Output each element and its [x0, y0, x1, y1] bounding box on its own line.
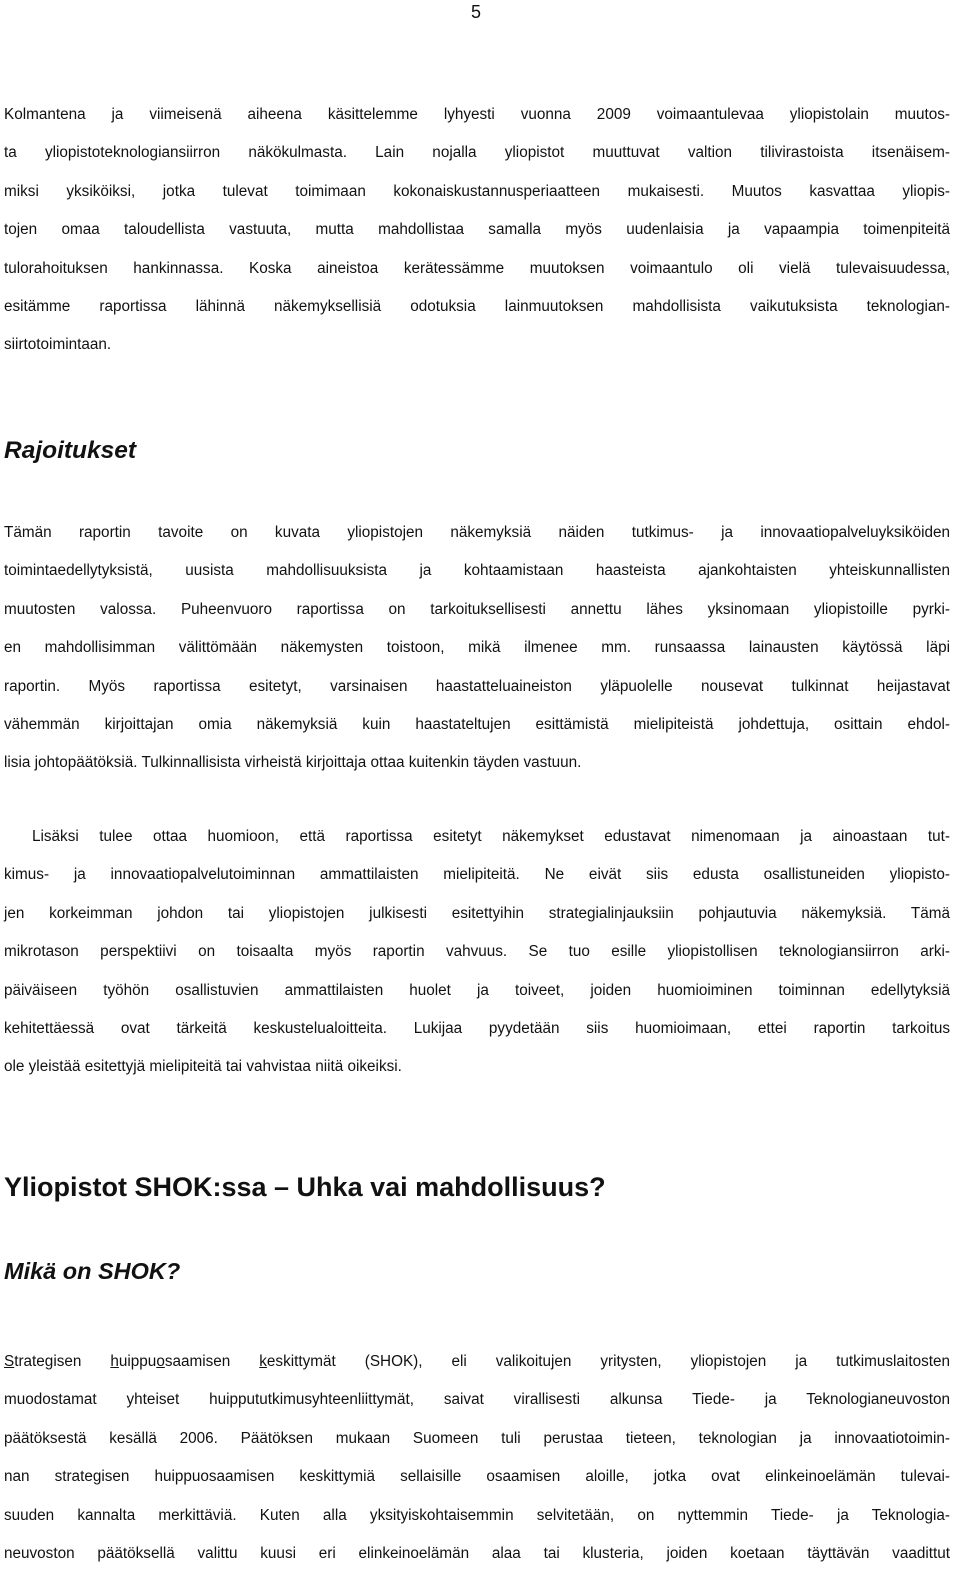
limitations-paragraph-2 — [4, 818, 950, 1087]
limitations-line: muutosten valossa. Puheenvuoro raportissa on tarkoituksellisesti annettu lähes yksinomaan yliopistoille pyrki- — [4, 600, 950, 618]
limitations-line: en mahdollisimman välittömään näkemysten toistoon, mikä ilmenee mm. runsaassa lainausten käytössä läpi — [4, 639, 950, 657]
shok-line: muodostamat yhteiset huippututkimusyhteenliittymät, saivat virallisesti alkunsa Tiede- ja Teknologianeuvoston — [4, 1391, 950, 1409]
limitations-line: lisia johtopäätöksiä. Tulkinnallisista virheistä kirjoittaja ottaa kuitenkin täyden vastuun. — [4, 754, 582, 772]
text-fragment: uippu — [118, 1353, 157, 1370]
acronym-letter: h — [110, 1353, 119, 1370]
shok-line: suuden kannalta merkittäviä. Kuten alla yksityiskohtaisemmin selvitetään, on nyttemmin Tiede- ja Teknologia- — [4, 1506, 950, 1524]
shok-first-line — [4, 1343, 950, 1381]
intro-line: ta yliopistoteknologiansiirron näkökulmasta. Lain nojalla yliopistot muuttuvat valtion tilivirastoista itsenäisem- — [4, 144, 950, 162]
shok-line: neuvoston päätöksellä valittu kuusi eri elinkeinoelämän alaa tai klusteria, joiden koetaan täyttävän vaadittut — [4, 1545, 950, 1563]
text-fragment: eskittymät (SHOK), eli valikoitujen yritysten, yliopistojen ja tutkimuslaitosten — [266, 1353, 951, 1370]
intro-paragraph — [4, 96, 950, 365]
limitations-line: jen korkeimman johdon tai yliopistojen julkisesti esitettyihin strategialinjauksiin pohjautuvia näkemyksiä. Tämä — [4, 904, 950, 922]
shok-paragraph — [4, 1343, 950, 1573]
intro-line: esitämme raportissa lähinnä näkemyksellisiä odotuksia lainmuutoksen mahdollisista vaikutuksista teknologian- — [4, 298, 950, 316]
text-fragment: saamisen — [164, 1353, 260, 1370]
limitations-line: raportin. Myös raportissa esitetyt, varsinaisen haastatteluaineiston yläpuolelle nousevat tulkinnat heijastavat — [4, 677, 950, 695]
limitations-line: Tämän raportin tavoite on kuvata yliopistojen näkemyksiä näiden tutkimus- ja innovaatiopalveluyksiköiden — [4, 524, 950, 541]
limitations-line: toimintaedellytyksistä, uusista mahdollisuuksista ja kohtaamistaan haasteista ajankohtaisten yhteiskunnallisten — [4, 562, 950, 580]
limitations-line: Lisäksi tulee ottaa huomioon, että raportissa esitetyt näkemykset edustavat nimenomaan ja ainoastaan tut- — [32, 828, 950, 845]
limitations-line: kehitettäessä ovat tärkeitä keskustelualoitteita. Lukijaa pyydetään siis huomioimaan, ettei raportin tarkoitus — [4, 1020, 950, 1038]
limitations-line: kimus- ja innovaatiopalvelutoiminnan ammattilaisten mielipiteitä. Ne eivät siis edusta osallistuneiden yliopisto- — [4, 866, 950, 884]
acronym-letter: S — [4, 1353, 15, 1370]
intro-line: Kolmantena ja viimeisenä aiheena käsittelemme lyhyesti vuonna 2009 voimaantulevaa yliopistolain muutos- — [4, 106, 950, 123]
acronym-letter: k — [259, 1353, 267, 1370]
intro-line: miksi yksiköiksi, jotka tulevat toimimaan kokonaiskustannusperiaatteen mukaisesti. Muutos kasvattaa yliopis- — [4, 182, 950, 200]
intro-line: tojen omaa taloudellista vastuuta, mutta mahdollistaa samalla myös uudenlaisia ja vapaampia toimenpiteitä — [4, 221, 950, 239]
limitations-heading: Rajoitukset — [4, 437, 137, 464]
limitations-line: päiväiseen työhön osallistuvien ammattilaisten huolet ja toiveet, joiden huomioiminen toiminnan edellytyksiä — [4, 981, 950, 999]
limitations-line: mikrotason perspektiivi on toisaalta myös raportin vahvuus. Se tuo esille yliopistollisen teknologiansiirron arki- — [4, 943, 950, 961]
shok-line: nan strategisen huippuosaamisen keskittymiä sellaisille osaamisen aloille, jotka ovat elinkeinoelämän tulevai- — [4, 1468, 950, 1486]
shok-subheading: Mikä on SHOK? — [4, 1258, 181, 1284]
limitations-line: ole yleistää esitettyjä mielipiteitä tai vahvistaa niitä oikeiksi. — [4, 1058, 402, 1076]
intro-line: siirtotoimintaan. — [4, 336, 112, 354]
limitations-paragraph-1 — [4, 514, 950, 783]
intro-line: tulorahoituksen hankinnassa. Koska aineistoa kerätessämme muutoksen voimaantulo oli vielä tulevaisuudessa, — [4, 259, 950, 277]
shok-line: päätöksestä kesällä 2006. Päätöksen mukaan Suomeen tuli perustaa tieteen, teknologian ja innovaatiotoimin- — [4, 1429, 950, 1447]
page-number: 5 — [470, 2, 481, 22]
limitations-line: vähemmän kirjoittajan omia näkemyksiä kuin haastateltujen esittämistä mielipiteistä johdettuja, osittain ehdol- — [4, 716, 950, 734]
text-fragment: trategisen — [14, 1353, 111, 1370]
acronym-letter: o — [156, 1353, 165, 1370]
shok-heading: Yliopistot SHOK:ssa – Uhka vai mahdollisuus? — [4, 1172, 606, 1202]
